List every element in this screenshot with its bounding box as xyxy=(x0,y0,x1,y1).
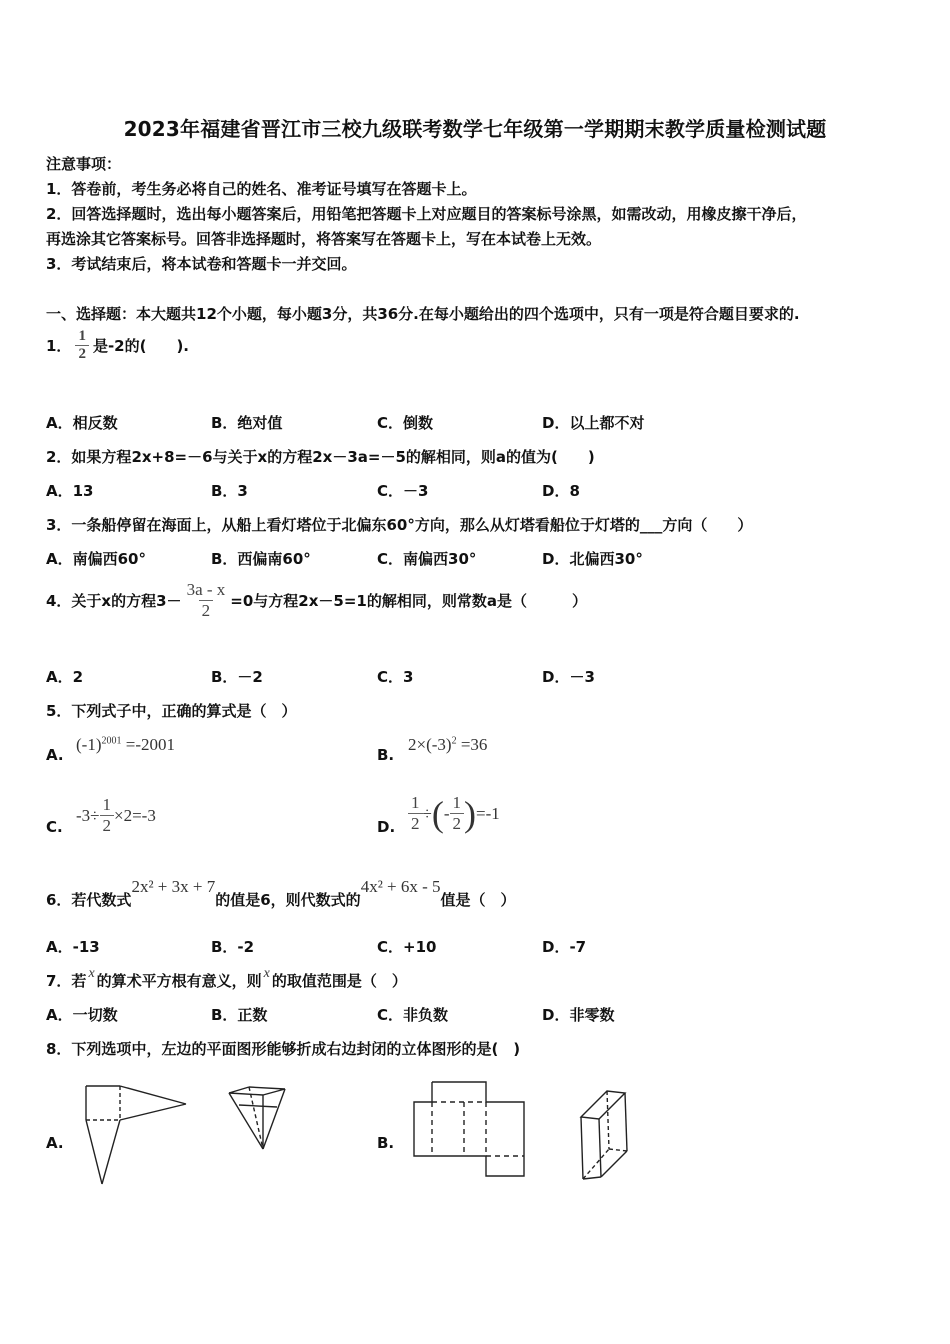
q3-option-c: C．南偏西30° xyxy=(377,550,477,568)
q8-label-b: B. xyxy=(377,1134,395,1152)
q5-c-pre: -3÷ xyxy=(76,805,100,825)
q5-option-c-expr xyxy=(76,795,156,836)
q7-option-c: C．非负数 xyxy=(377,1006,449,1024)
q5-c-post: ×2=-3 xyxy=(114,805,156,825)
q4-option-d: D．－3 xyxy=(542,668,595,686)
q7-pre: 7．若 xyxy=(46,972,87,990)
q3-option-b: B．西偏南60° xyxy=(211,550,311,568)
notice-item: 3．考试结束后，将本试卷和答题卡一并交回。 xyxy=(46,255,357,273)
q4-fraction xyxy=(184,580,229,621)
q7-mid: 的算术平方根有意义，则 xyxy=(96,972,262,990)
q5-label-b: B. xyxy=(377,746,395,764)
q7-option-b: B．正数 xyxy=(211,1006,268,1024)
notice-item: 2．回答选择题时，选出每小题答案后，用铅笔把答题卡上对应题目的答案标号涂黑，如需改动，用橡皮擦干净后， xyxy=(46,205,807,223)
q5-option-b-expr xyxy=(408,735,487,755)
question-7 xyxy=(46,966,407,991)
q5-d-post: =-1 xyxy=(476,803,500,823)
notice-item: 1．答卷前，考生务必将自己的姓名、准考证号填写在答题卡上。 xyxy=(46,180,477,198)
question-1 xyxy=(46,328,189,363)
q8-a-solid-figure xyxy=(225,1083,289,1153)
q4-option-c: C．3 xyxy=(377,668,414,686)
q5-label-d: D. xyxy=(377,818,396,836)
q5-a-rhs: =-2001 xyxy=(125,735,175,754)
q5-c-fraction xyxy=(100,795,115,836)
q6-pre: 6．若代数式 xyxy=(46,891,132,909)
question-4 xyxy=(46,580,587,621)
q5-d-num: 1 xyxy=(411,793,420,812)
question-6 xyxy=(46,877,516,910)
q8-b-solid-figure xyxy=(577,1085,631,1183)
q4-frac-den: 2 xyxy=(199,600,214,621)
q1-fraction xyxy=(75,328,89,363)
notice-item: 再选涂其它答案标号。回答非选择题时，将答案写在答题卡上，写在本试卷上无效。 xyxy=(46,230,602,248)
q5-d-fraction-1 xyxy=(408,793,423,834)
q6-expr-1: 2x² + 3x + 7 xyxy=(131,877,216,896)
q5-d-inner-sign: - xyxy=(443,803,450,823)
q7-var-2: x xyxy=(263,966,270,981)
q2-option-b: B．3 xyxy=(211,482,248,500)
q1-option-b: B．绝对值 xyxy=(211,414,283,432)
q2-option-d: D．8 xyxy=(542,482,580,500)
section-heading: 一、选择题：本大题共12个小题，每小题3分，共36分.在每小题给出的四个选项中，只有一项是符合题目要求的. xyxy=(46,305,800,323)
question-3: 3．一条船停留在海面上，从船上看灯塔位于北偏东60°方向，那么从灯塔看船位于灯塔的___方向（ ） xyxy=(46,516,753,534)
q2-option-c: C．－3 xyxy=(377,482,429,500)
q6-option-c: C．+10 xyxy=(377,938,437,956)
q5-b-exp: 2 xyxy=(451,735,457,747)
q4-frac-num: 3a - x xyxy=(186,580,226,599)
question-5: 5．下列式子中，正确的算式是（ ） xyxy=(46,702,297,720)
q6-post: 值是（ ） xyxy=(440,891,516,909)
q5-a-exp: 2001 xyxy=(101,735,122,747)
q4-option-b: B．－2 xyxy=(211,668,263,686)
q5-d-den: 2 xyxy=(408,813,423,834)
q4-option-a: A．2 xyxy=(46,668,84,686)
q8-a-net-figure xyxy=(80,1080,192,1190)
q8-label-a: A. xyxy=(46,1134,64,1152)
q7-post: 的取值范围是（ ） xyxy=(271,972,407,990)
q7-option-a: A．一切数 xyxy=(46,1006,118,1024)
q6-option-b: B．-2 xyxy=(211,938,255,956)
page-title: 2023年福建省晋江市三校九级联考数学七年级第一学期期末教学质量检测试题 xyxy=(123,117,827,141)
q5-label-a: A. xyxy=(46,746,64,764)
q5-option-d-expr xyxy=(408,793,500,834)
question-2: 2．如果方程2x+8=－6与关于x的方程2x－3a=－5的解相同，则a的值为( ) xyxy=(46,448,595,466)
q7-option-d: D．非零数 xyxy=(542,1006,615,1024)
q4-pre: 4．关于x的方程3－ xyxy=(46,592,182,610)
q6-option-a: A．-13 xyxy=(46,938,100,956)
q5-a-base: (-1) xyxy=(76,735,102,754)
q6-expr-2: 4x² + 6x - 5 xyxy=(360,877,441,896)
q5-option-a-expr xyxy=(76,735,175,755)
q1-frac-den: 2 xyxy=(75,345,89,363)
q5-label-c: C. xyxy=(46,818,63,836)
q8-b-net-figure xyxy=(408,1078,530,1182)
q3-option-d: D．北偏西30° xyxy=(542,550,643,568)
q1-option-a: A．相反数 xyxy=(46,414,118,432)
notice-heading: 注意事项： xyxy=(46,155,122,173)
q5-d-fraction-2 xyxy=(450,793,465,834)
q2-option-a: A．13 xyxy=(46,482,94,500)
q5-c-num: 1 xyxy=(102,795,111,814)
q5-b-rhs: =36 xyxy=(460,735,488,754)
q5-d-mid: ÷ xyxy=(422,803,432,823)
q3-option-a: A．南偏西60° xyxy=(46,550,146,568)
q6-mid: 的值是6，则代数式的 xyxy=(215,891,361,909)
q1-option-d: D．以上都不对 xyxy=(542,414,645,432)
q5-d-left-paren: ( xyxy=(431,793,444,834)
q5-b-lhs: 2×(-3) xyxy=(408,735,452,754)
q6-option-d: D．-7 xyxy=(542,938,587,956)
q1-text: 是-2的( ). xyxy=(92,337,190,355)
q5-d-num2: 1 xyxy=(452,793,462,812)
q1-option-c: C．倒数 xyxy=(377,414,434,432)
q5-d-right-paren: ) xyxy=(464,793,477,834)
question-8: 8．下列选项中，左边的平面图形能够折成右边封闭的立体图形的是( ) xyxy=(46,1040,521,1058)
q1-frac-num: 1 xyxy=(78,328,86,344)
q1-number: 1． xyxy=(46,337,72,355)
q5-c-den: 2 xyxy=(100,815,115,836)
q5-d-den2: 2 xyxy=(450,813,465,834)
q7-var-1: x xyxy=(88,966,95,981)
q4-post: =0与方程2x－5=1的解相同，则常数a是（ ） xyxy=(230,592,587,610)
